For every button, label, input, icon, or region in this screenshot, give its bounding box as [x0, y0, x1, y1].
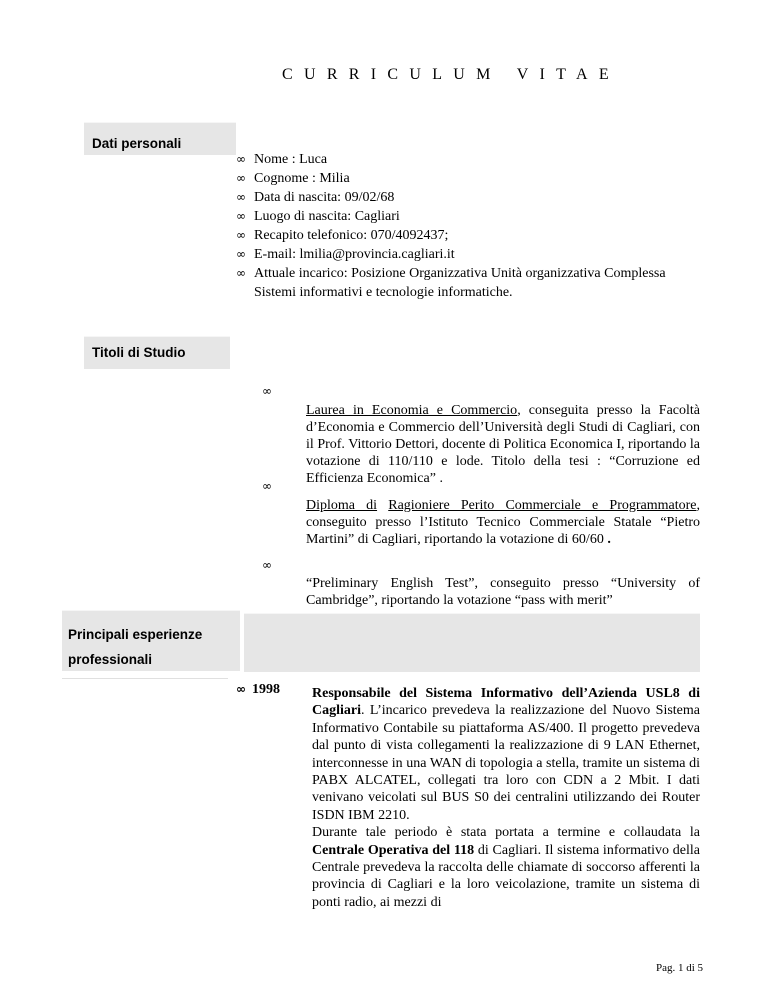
- list-item: ∞ Recapito telefonico: 070/4092437;: [236, 228, 449, 243]
- degree-title: Laurea in Economia e Commercio: [306, 403, 518, 418]
- bullet-icon: ∞: [236, 682, 246, 696]
- page-number: Pag. 1 di 5: [656, 962, 704, 974]
- studies-section-label: Titoli di Studio: [92, 345, 186, 360]
- diploma-title: Ragioniere Perito Commerciale e Programmatore: [388, 498, 697, 513]
- experience-section-label: Principali esperienze professionali: [68, 627, 203, 667]
- experience-role: Responsabile del Sistema Informativo dell’Azienda USL8 di Cagliari: [312, 686, 700, 719]
- bullet-icon: ∞: [236, 190, 246, 204]
- bullet-icon: ∞: [262, 384, 272, 398]
- list-item: ∞ Data di nascita: 09/02/68: [236, 190, 395, 205]
- experience-left-divider: [62, 678, 228, 679]
- experience-year: ∞ 1998: [236, 682, 280, 697]
- personal-list: [236, 150, 674, 302]
- list-item: ∞ Cognome : Milia: [236, 171, 350, 186]
- list-item: ∞ E-mail: lmilia@provincia.cagliari.it: [236, 247, 455, 262]
- study-item-1: Laurea in Economia e Commercio, conseguita presso la Facoltà d’Economia e Commercio dell’Università degli Studi di Cagliari, con il Prof. Vittorio Dettori, docente di Politica Economica I, riportando la votazione di 110/110 e lode. Titolo della tesi : “Corruzione ed Efficienza Economica” .: [306, 403, 700, 486]
- list-item: ∞ Nome : Luca: [236, 152, 328, 167]
- page-title: CURRICULUM VITAE: [282, 66, 620, 83]
- bullet-icon: ∞: [236, 171, 246, 185]
- experience-description: Responsabile del Sistema Informativo dell’Azienda USL8 di Cagliari. L’incarico prevedeva la realizzazione del Nuovo Sistema Informativo Contabile su piattaforma AS/400. Il progetto prevedeva dal punto di vista collegamenti la realizzazione di 9 LAN Ethernet, interconnesse in una WAN di topologia a stella, tramite un sistema di PABX ALCATEL, collegati tra loro con CDN a 2 Mbit. I dati venivano veicolati sul BUS S0 dei centralini utilizzando dei Router ISDN IBM 2210. Durante tale periodo è stata portata a termine e collaudata la Centrale Operativa del 118 di Cagliari. Il sistema informativo della Centrale prevedeva la raccolta delle chiamate di soccorso afferenti la provincia di Cagliari e la loro veicolazione, tramite un sistema di ponti radio, ai mezzi di: [312, 686, 700, 910]
- bullet-icon: ∞: [236, 152, 246, 166]
- list-item: ∞ Luogo di nascita: Cagliari: [236, 209, 400, 224]
- list-item: ∞ Attuale incarico: Posizione Organizzativa Unità organizzativa Complessa Sistemi informativi e tecnologie informatiche.: [236, 266, 666, 300]
- personal-section-label: Dati personali: [92, 136, 182, 151]
- study-item-2: Diploma di Ragioniere Perito Commerciale e Programmatore, conseguito presso l’Istituto Tecnico Commerciale Statale “Pietro Martini” di Cagliari, riportando la votazione di 60/60 .: [306, 498, 700, 547]
- bullet-icon: ∞: [236, 247, 246, 261]
- bullet-icon: ∞: [262, 479, 272, 493]
- bullet-icon: ∞: [236, 266, 246, 280]
- experience-header-band: [244, 613, 700, 672]
- bullet-icon: ∞: [236, 228, 246, 242]
- bullet-icon: ∞: [262, 558, 272, 572]
- study-item-3: “Preliminary English Test”, conseguito presso “University of Cambridge”, riportando la votazione “pass with merit”: [306, 576, 700, 608]
- bullet-icon: ∞: [236, 209, 246, 223]
